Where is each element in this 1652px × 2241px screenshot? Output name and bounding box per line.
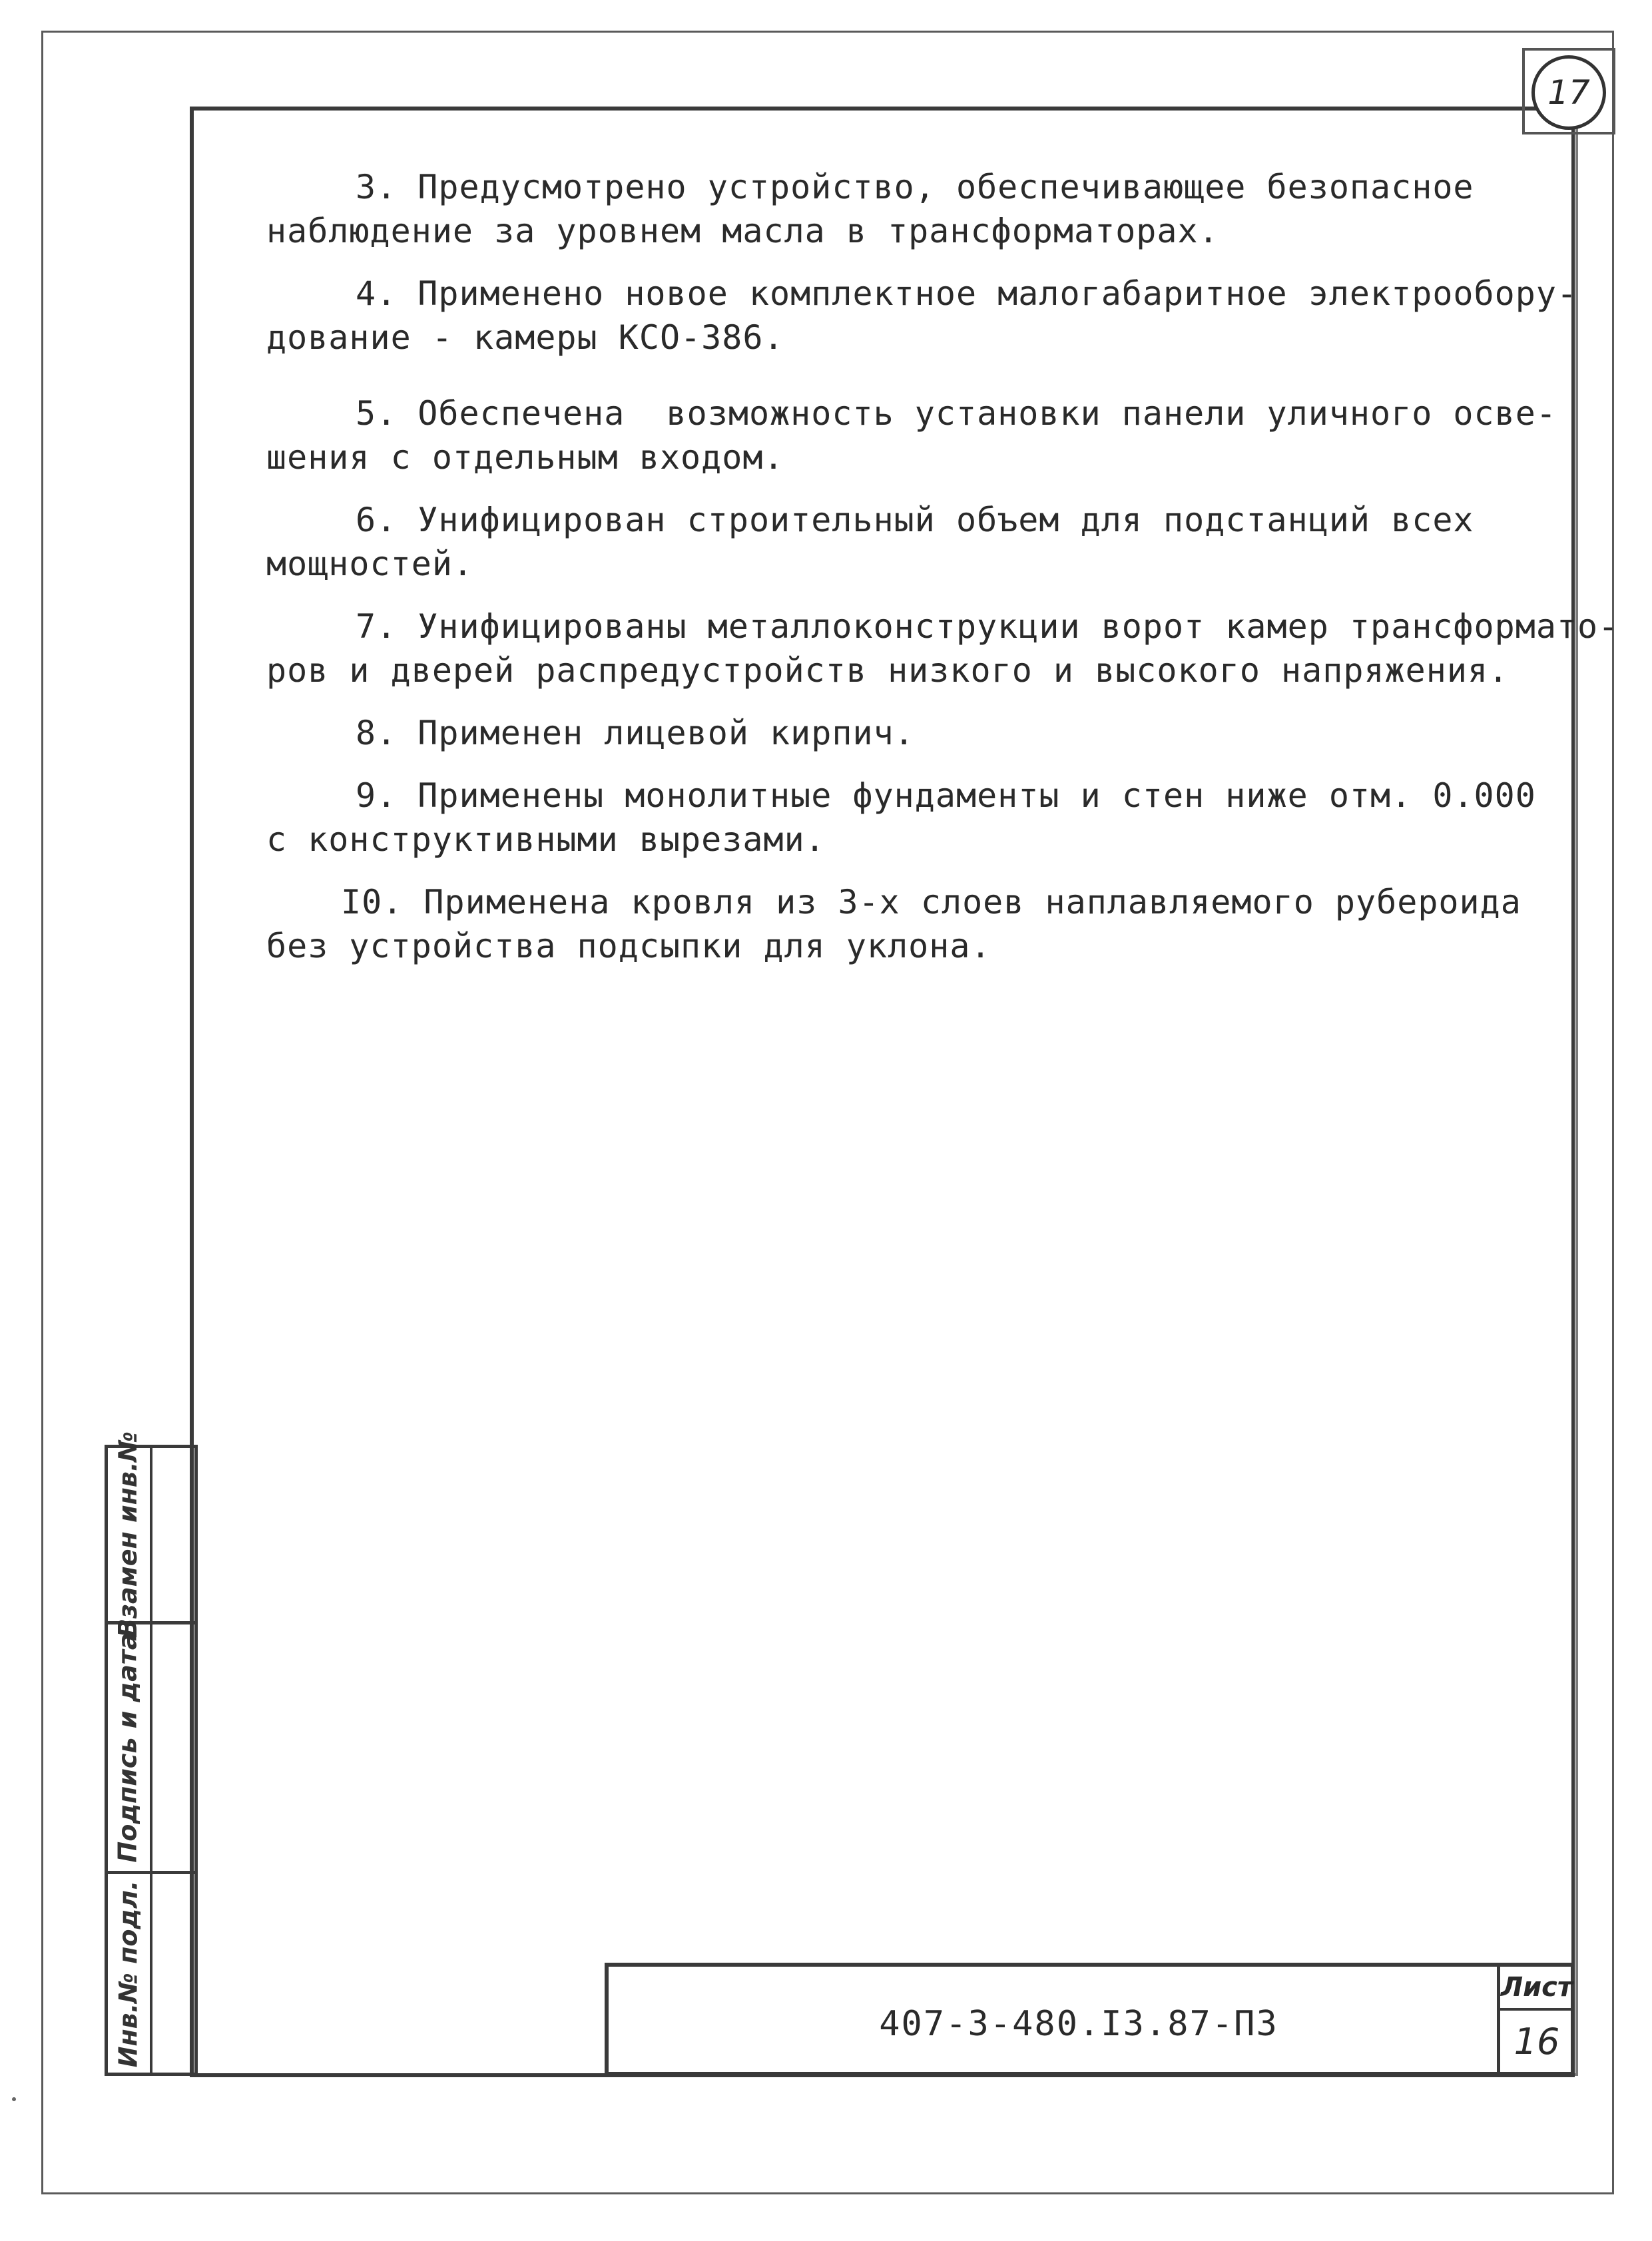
text-line: 3. Предусмотрено устройство, обеспечивающее безопасное — [356, 168, 1474, 206]
paragraph-4 — [266, 272, 1578, 360]
text-line: без устройства подсыпки для уклона. — [266, 927, 991, 965]
body-text — [266, 165, 1619, 987]
side-label-inv-original: Инв.№ подл. — [113, 1880, 142, 2068]
paragraph-7 — [266, 605, 1619, 692]
paragraph-5 — [266, 391, 1557, 479]
text-line: 9. Применены монолитные фундаменты и стен ниже отм. 0.000 — [356, 776, 1536, 815]
paragraph-9 — [266, 774, 1536, 862]
side-stamp-column-divider — [150, 1445, 152, 2076]
text-line: I0. Применена кровля из 3-х слоев наплавляемого рубероида — [341, 883, 1521, 921]
paragraph-6 — [266, 498, 1531, 586]
text-line: 4. Применено новое комплектное малогабаритное электрообору- — [356, 274, 1578, 313]
paragraph-8 — [266, 711, 1531, 755]
text-line: 5. Обеспечена возможность установки панели уличного осве- — [356, 394, 1557, 433]
page-number: 17 — [1531, 55, 1606, 130]
text-line: 7. Унифицированы металлоконструкции ворот камер трансформато- — [356, 607, 1619, 646]
paragraph-3 — [266, 165, 1531, 253]
sheet-label: Лист — [1500, 1972, 1573, 2003]
sheet-number: 16 — [1514, 2021, 1560, 2063]
document-code: 407-3-480.I3.87-ПЗ — [879, 2004, 1278, 2044]
side-label-inv-replacement: Взамен инв.№ — [113, 1431, 142, 1638]
text-line: шения с отдельным входом. — [266, 438, 784, 477]
text-line: ров и дверей распредустройств низкого и высокого напряжения. — [266, 651, 1510, 690]
text-line: наблюдение за уровнем масла в трансформаторах. — [266, 212, 1219, 250]
text-line: мощностей. — [266, 545, 474, 583]
paragraph-10 — [266, 880, 1531, 968]
text-line: дование - камеры КСО-386. — [266, 318, 784, 357]
sheet-label-divider — [1497, 2008, 1575, 2011]
text-line: с конструктивными вырезами. — [266, 820, 826, 859]
text-line: 8. Применен лицевой кирпич. — [356, 714, 915, 752]
side-label-signature-date: Подпись и дата — [113, 1632, 142, 1863]
text-line: 6. Унифицирован строительный объем для подстанций всех — [356, 501, 1474, 539]
scan-speck — [12, 2097, 16, 2101]
